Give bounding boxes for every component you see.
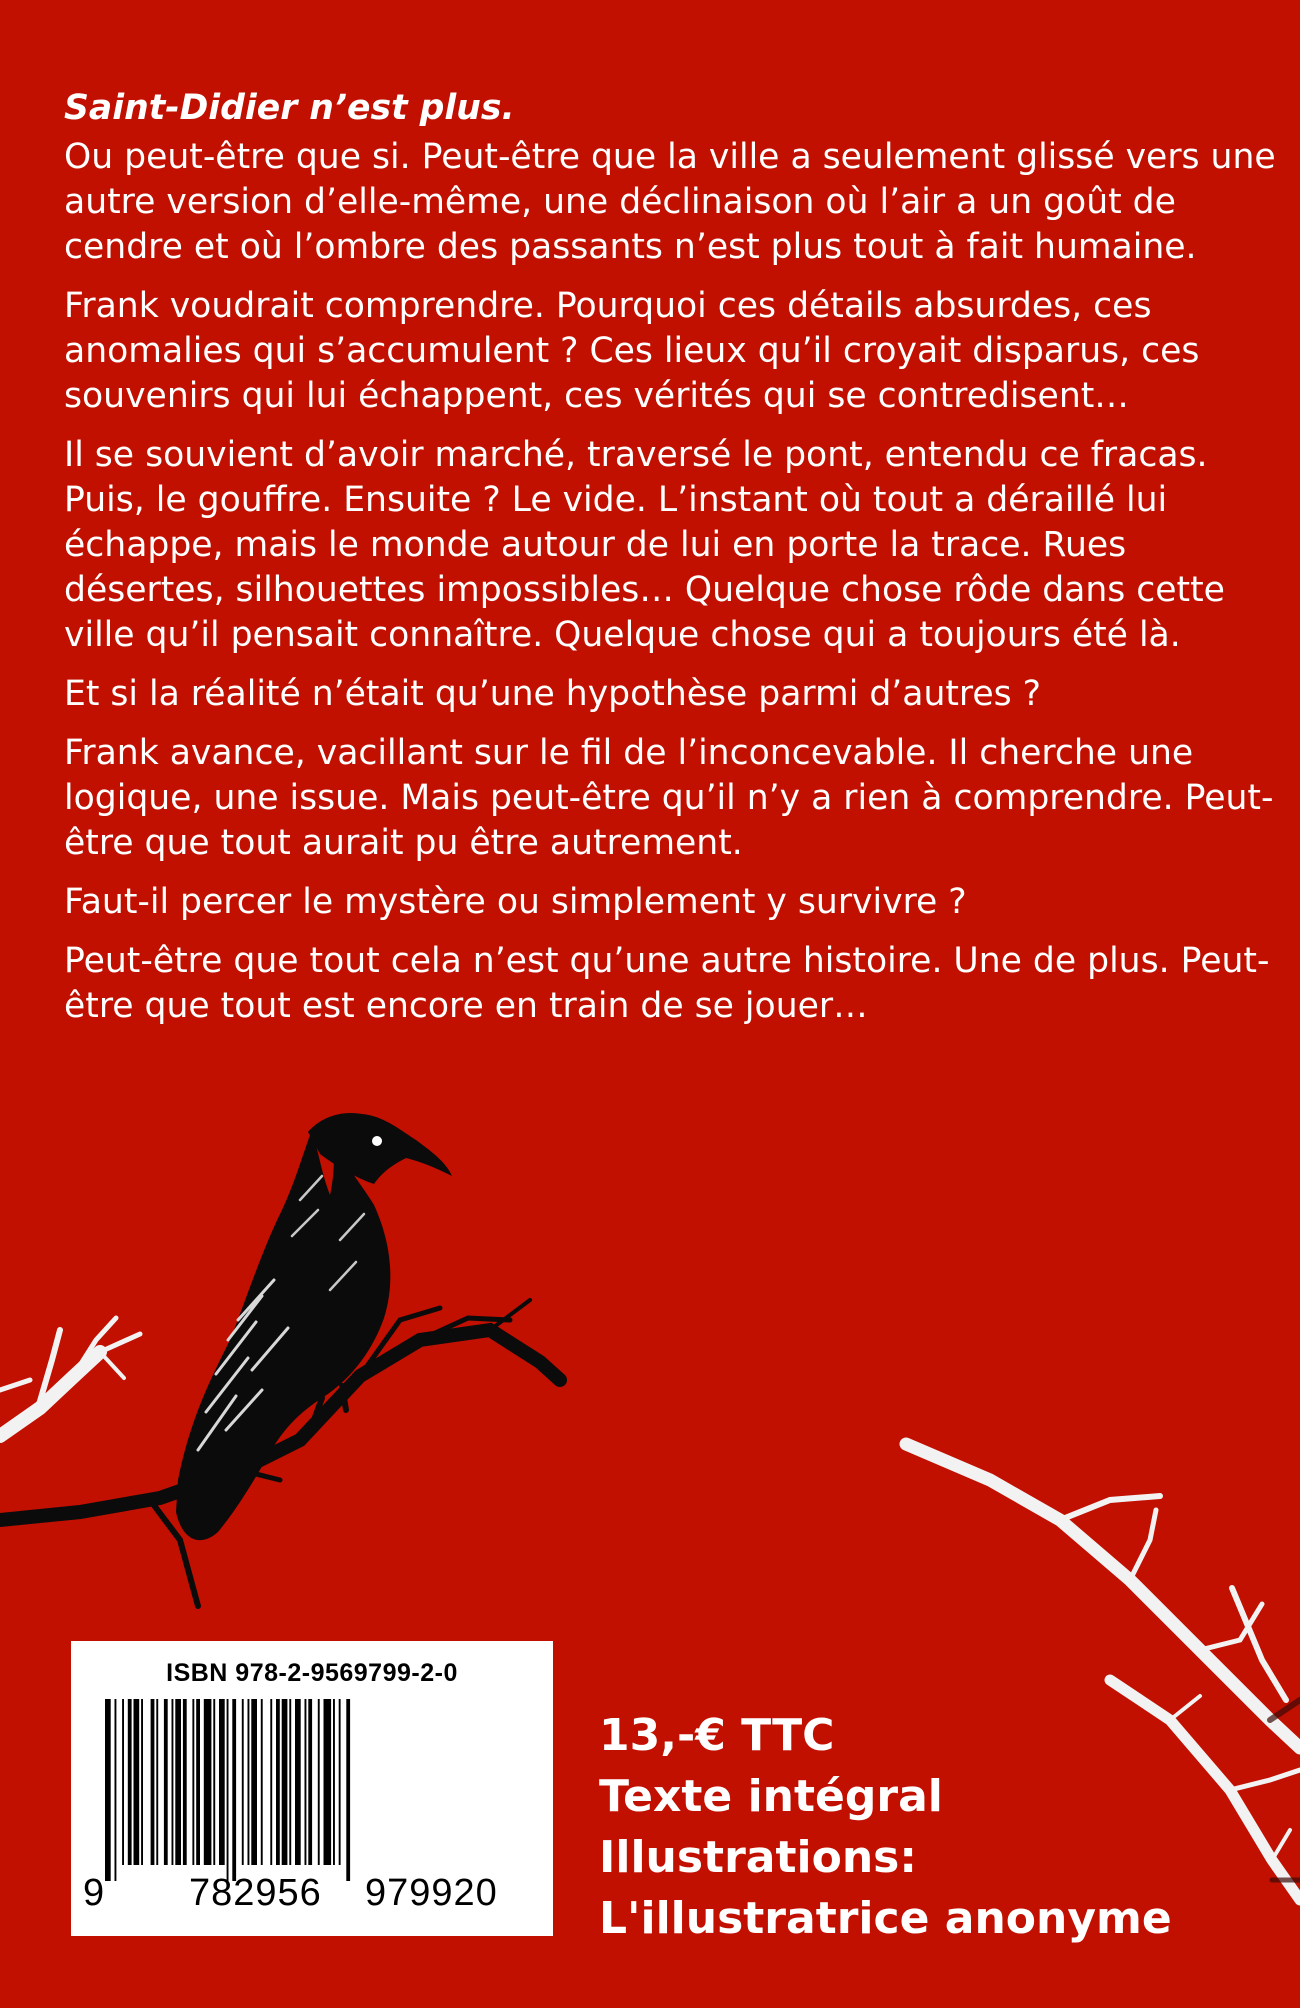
blurb-paragraph-1: Ou peut-être que si. Peut-être que la ville a seulement glissé vers une autre version d’elle-même, une déclinaison où l’air a un goût de cendre et où l’ombre des passants n’est plus tout à fait humaine. — [64, 137, 1276, 267]
barcode-bar — [270, 1699, 272, 1865]
barcode-bar — [183, 1699, 187, 1865]
barcode-bar — [242, 1699, 244, 1865]
barcode-bar — [339, 1699, 341, 1865]
barcode-bar — [308, 1699, 312, 1865]
isbn-label: ISBN 978-2-9569799-2-0 — [166, 1659, 458, 1687]
barcode-bar — [261, 1699, 263, 1865]
barcode-bar — [248, 1699, 250, 1865]
barcode-bar — [232, 1699, 236, 1881]
barcode-bar — [105, 1699, 111, 1881]
barcode-bar — [122, 1699, 124, 1865]
barcode-bar — [172, 1699, 174, 1865]
barcode-digits-right: 979920 — [365, 1872, 498, 1914]
blurb-paragraph-5: Frank avance, vacillant sur le fil de l’inconcevable. Il cherche une logique, une issue. Mais peut-être qu’il n’y a rien à comprendre. Peut-être que tout aurait pu être autrement. — [64, 733, 1274, 863]
barcode-bar — [151, 1699, 155, 1865]
barcode-bar — [196, 1699, 200, 1865]
barcode-bar — [141, 1699, 143, 1865]
blurb-paragraph-7: Peut-être que tout cela n’est qu’une autre histoire. Une de plus. Peut-être que tout est encore en train de se jouer… — [64, 941, 1270, 1026]
blurb-lead: Saint-Didier n’est plus. — [64, 88, 515, 128]
raven — [176, 1113, 452, 1540]
barcode-bar — [251, 1699, 257, 1865]
barcode-bar — [164, 1699, 168, 1865]
barcode-bar — [213, 1699, 215, 1865]
price-label: 13,-€ TTC — [599, 1710, 835, 1761]
barcode-bar — [289, 1699, 291, 1865]
illustrator-name: L'illustratrice anonyme — [599, 1893, 1172, 1944]
illustrations-label: Illustrations: — [599, 1832, 917, 1883]
barcode-bar — [204, 1699, 212, 1865]
edition-label: Texte intégral — [599, 1771, 943, 1822]
barcode-bar — [227, 1699, 229, 1881]
barcode-bar — [346, 1699, 350, 1881]
barcode-bar — [295, 1699, 301, 1865]
barcode-bar — [318, 1699, 320, 1865]
barcode-digits-left: 782956 — [189, 1872, 322, 1914]
barcode-bar — [324, 1699, 332, 1865]
barcode-bar — [333, 1699, 335, 1865]
barcode-bar — [115, 1699, 117, 1881]
blurb-paragraph-3: Il se souvient d’avoir marché, traversé le pont, entendu ce fracas. Puis, le gouffre. Ensuite ? Le vide. L’instant où tout a déraillé lui échappe, mais le monde autour de lui en porte la trace. Rues désertes, silhouettes impossibles… Quelque chose rôde dans cette ville qu’il pensait connaître. Quelque chose qui a toujours été là. — [64, 435, 1225, 655]
blurb-paragraph-4: Et si la réalité n’était qu’une hypothèse parmi d’autres ? — [64, 674, 1042, 714]
barcode-bar — [134, 1699, 140, 1865]
barcode-bar — [219, 1699, 225, 1865]
barcode-bar — [156, 1699, 158, 1865]
blurb-paragraph-6: Faut-il percer le mystère ou simplement y survivre ? — [64, 882, 967, 922]
isbn-barcode — [71, 1641, 553, 1936]
blurb-paragraph-2: Frank voudrait comprendre. Pourquoi ces détails absurdes, ces anomalies qui s’accumulent ? Ces lieux qu’il croyait disparus, ces souvenirs qui lui échappent, ces vérités qui se contredisent… — [64, 286, 1200, 416]
barcode-bar — [128, 1699, 132, 1865]
barcode-digit-first: 9 — [83, 1872, 105, 1914]
book-info — [599, 1705, 1172, 1949]
barcode-bar — [175, 1699, 181, 1865]
barcode-bar — [282, 1699, 288, 1865]
barcode-bar — [192, 1699, 194, 1865]
barcode-bar — [276, 1699, 280, 1865]
left-white-branch — [0, 1318, 140, 1436]
barcode-bar — [305, 1699, 307, 1865]
